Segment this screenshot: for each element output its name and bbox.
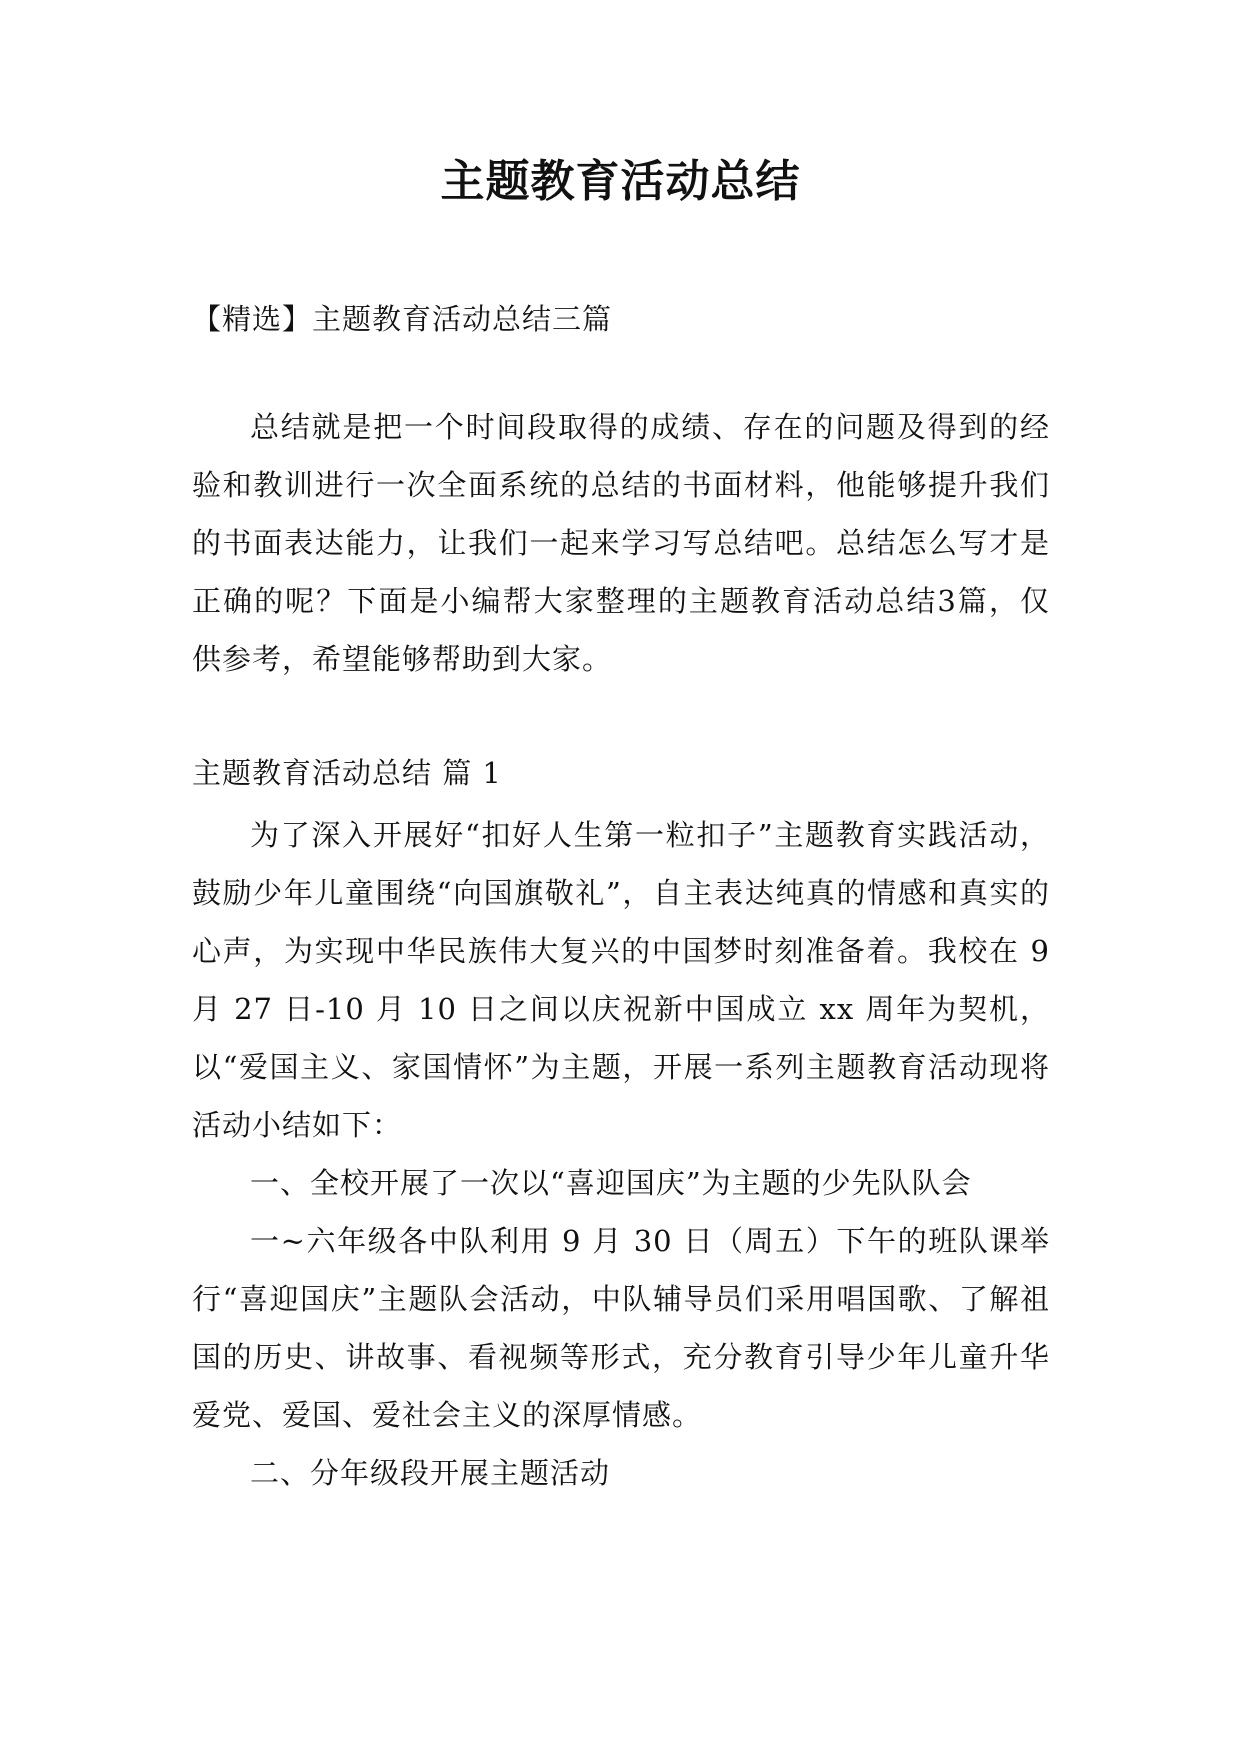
section-heading: 主题教育活动总结 篇 1 — [192, 756, 502, 790]
body-paragraph: 一、全校开展了一次以“喜迎国庆”为主题的少先队队会 — [250, 1166, 972, 1200]
document-title: 主题教育活动总结 — [440, 156, 801, 207]
document-body — [192, 290, 1050, 1502]
body-paragraph: 为了深入开展好“扣好人生第一粒扣子”主题教育实践活动，鼓励少年儿童围绕“向国旗敬礼”，自主表达纯真的情感和真实的心声，为实现中华民族伟大复兴的中国梦时刻准备着。我校在 9 月 27 日-10 月 10 日之间以庆祝新中国成立 xx 周年为契机，以“爱国主义、家国情怀”为主题，开展一系列主题教育活动现将活动小结如下： — [192, 818, 1050, 1142]
body-paragraph: 二、分年级段开展主题活动 — [250, 1456, 611, 1490]
intro-paragraph: 总结就是把一个时间段取得的成绩、存在的问题及得到的经验和教训进行一次全面系统的总结的书面材料，他能够提升我们的书面表达能力，让我们一起来学习写总结吧。总结怎么写才是正确的呢？下面是小编帮大家整理的主题教育活动总结3篇，仅供参考，希望能够帮助到大家。 — [192, 410, 1050, 676]
body-paragraph: 一~六年级各中队利用 9 月 30 日（周五）下午的班队课举行“喜迎国庆”主题队会活动，中队辅导员们采用唱国歌、了解祖国的历史、讲故事、看视频等形式，充分教育引导少年儿童升华爱党、爱国、爱社会主义的深厚情感。 — [192, 1224, 1050, 1432]
document-subtitle: 【精选】主题教育活动总结三篇 — [192, 302, 613, 336]
